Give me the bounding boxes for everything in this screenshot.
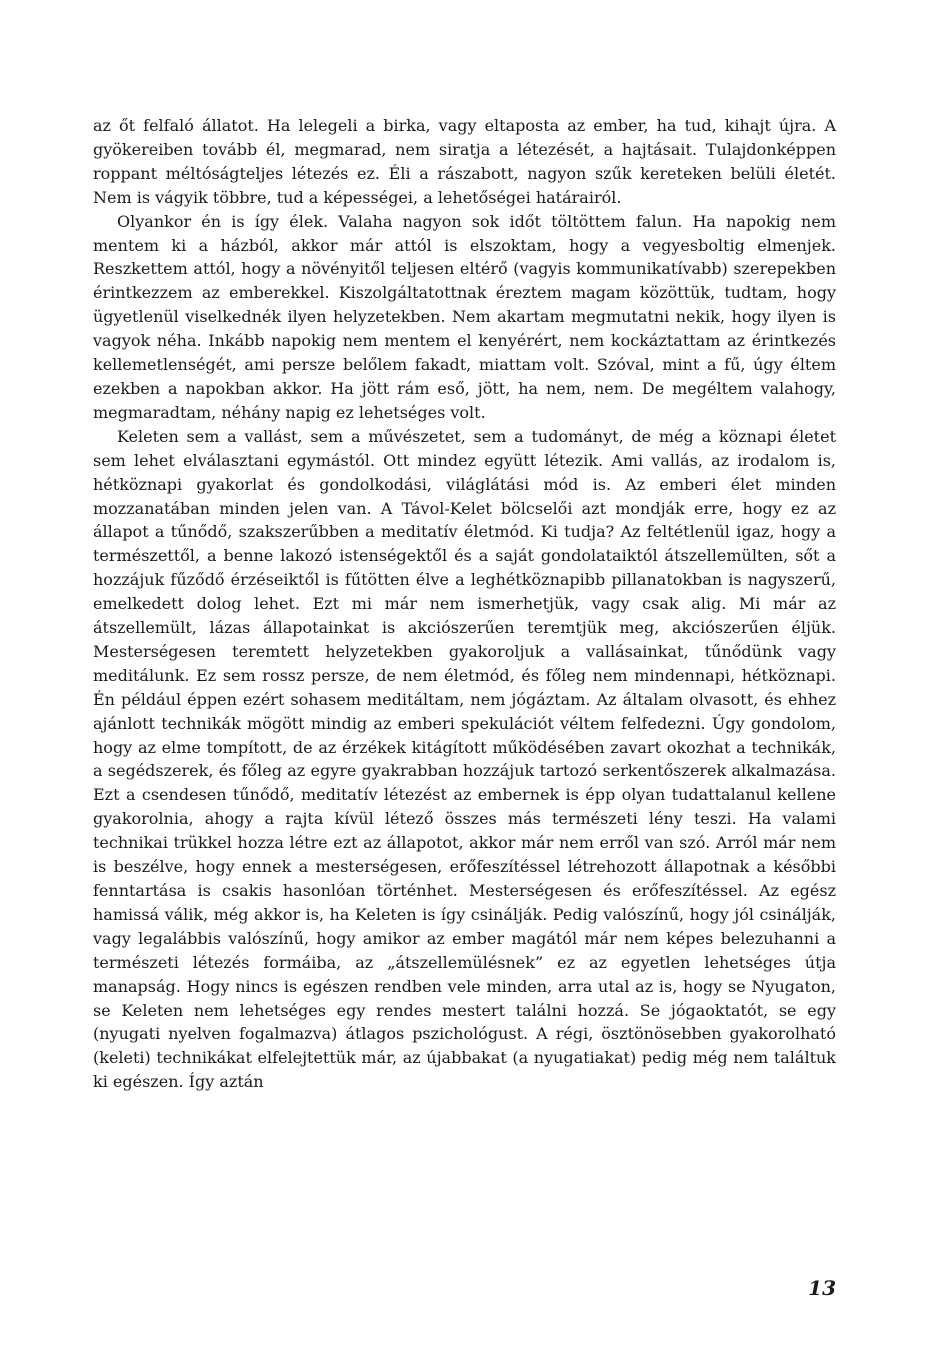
paragraph: Keleten sem a vallást, sem a művészetet, sem a tudományt, de még a köznapi életet sem lehet elválasztani egymástól. Ott mindez együtt létezik. Ami vallás, az irodalom is, hétköznapi gyakorlat és gondolkodási, világlátási mód is. Az emberi élet minden mozzanatában minden jelen van. A Távol-Kelet bölcselői azt mondják erre, hogy ez az állapot a tűnődő, szakszerűbben a meditatív életmód. Ki tudja? Az feltétlenül igaz, hogy a természettől, a benne lakozó istenségektől és a saját gondolataiktól átszellemülten, sőt a hozzájuk fűződő érzéseiktől is fűtötten élve a leghétköznapibb pillanatokban is nagyszerű, emelkedett dolog lehet. Ezt mi már nem ismerhetjük, vagy csak alig. Mi már az átszellemült, lázas állapotainkat is akciószerűen teremtjük meg, akciószerűen éljük. Mesterségesen teremtett helyzetekben gyakoroljuk a vallásainkat, tűnődünk vagy meditálunk. Ez sem rossz persze, de nem életmód, és főleg nem mindennapi, hétköznapi. Én például éppen ezért sohasem meditáltam, nem jógáztam. Az általam olvasott, és ehhez ajánlott technikák mögött mindig az emberi spekulációt véltem felfedezni. Úgy gondolom, hogy az elme tompított, de az érzékek kitágított működésében zavart okozhat a technikák, a segédszerek, és főleg az egyre gyakrabban hozzájuk tartozó serkentőszerek alkalmazása. Ezt a csendesen tűnődő, meditatív létezést az embernek is épp olyan tudattalanul kellene gyakorolnia, ahogy a rajta kívül létező összes más természeti lény teszi. Ha valami technikai trükkel hozza létre ezt az állapotot, akkor már nem erről van szó. Arról már nem is beszélve, hogy ennek a mesterségesen, erőfeszítéssel létrehozott állapotnak a későbbi fenntartása is csakis hasonlóan történhet. Mesterségesen és erőfeszítéssel. Az egész hamissá válik, még akkor is, ha Keleten is így csinálják. Pedig valószínű, hogy jól csinálják, vagy legalábbis valószínű, hogy amikor az ember magától már nem képes belezuhanni a természeti létezés formáiba, az „átszellemülésnek” ez az egyetlen lehetséges útja manapság. Hogy nincs is egészen rendben vele minden, arra utal az is, hogy se Nyugaton, se Keleten nem lehetséges egy rendes mestert találni hozzá. Se jógaoktatót, se egy (nyugati nyelven fogalmazva) átlagos pszichológust. A régi, ösztönösebben gyakorolható (keleti) technikákat elfelejtettük már, az újabbakat (a nyugatiakat) pedig még nem találtuk ki egészen. Így aztán <box>93 426 836 1092</box>
paragraph: Olyankor én is így élek. Valaha nagyon sok időt töltöttem falun. Ha napokig nem mentem ki a házból, akkor már attól is elszoktam, hogy a vegyesboltig elmenjek. Reszkettem attól, hogy a növényitől teljesen eltérő (vagyis kommunikatívabb) szerepekben érintkezzem az emberekkel. Kiszolgáltatottnak éreztem magam közöttük, tudtam, hogy ügyetlenül viselkednék ilyen helyzetekben. Nem akartam megmutatni nekik, hogy ilyen is vagyok néha. Inkább napokig nem mentem el kenyérért, nem kockáztattam az érintkezés kellemetlenségét, ami persze belőlem fakadt, miattam volt. Szóval, mint a fű, úgy éltem ezekben a napokban akkor. Ha jött rám eső, jött, ha nem, nem. De megéltem valahogy, megmaradtam, néhány napig ez lehetséges volt. <box>93 211 836 422</box>
paragraph: az őt felfaló állatot. Ha lelegeli a birka, vagy eltaposta az ember, ha tud, kihajt újra. A gyökereiben tovább él, megmarad, nem siratja a létezését, a hajtásait. Tulajdonképpen roppant méltóságteljes létezés ez. Éli a rászabott, nagyon szűk kereteken belüli életét. Nem is vágyik többre, tud a képességei, a lehetőségei határairól. <box>93 116 836 207</box>
page-number: 13 <box>808 1276 836 1300</box>
page-body <box>93 114 836 1094</box>
